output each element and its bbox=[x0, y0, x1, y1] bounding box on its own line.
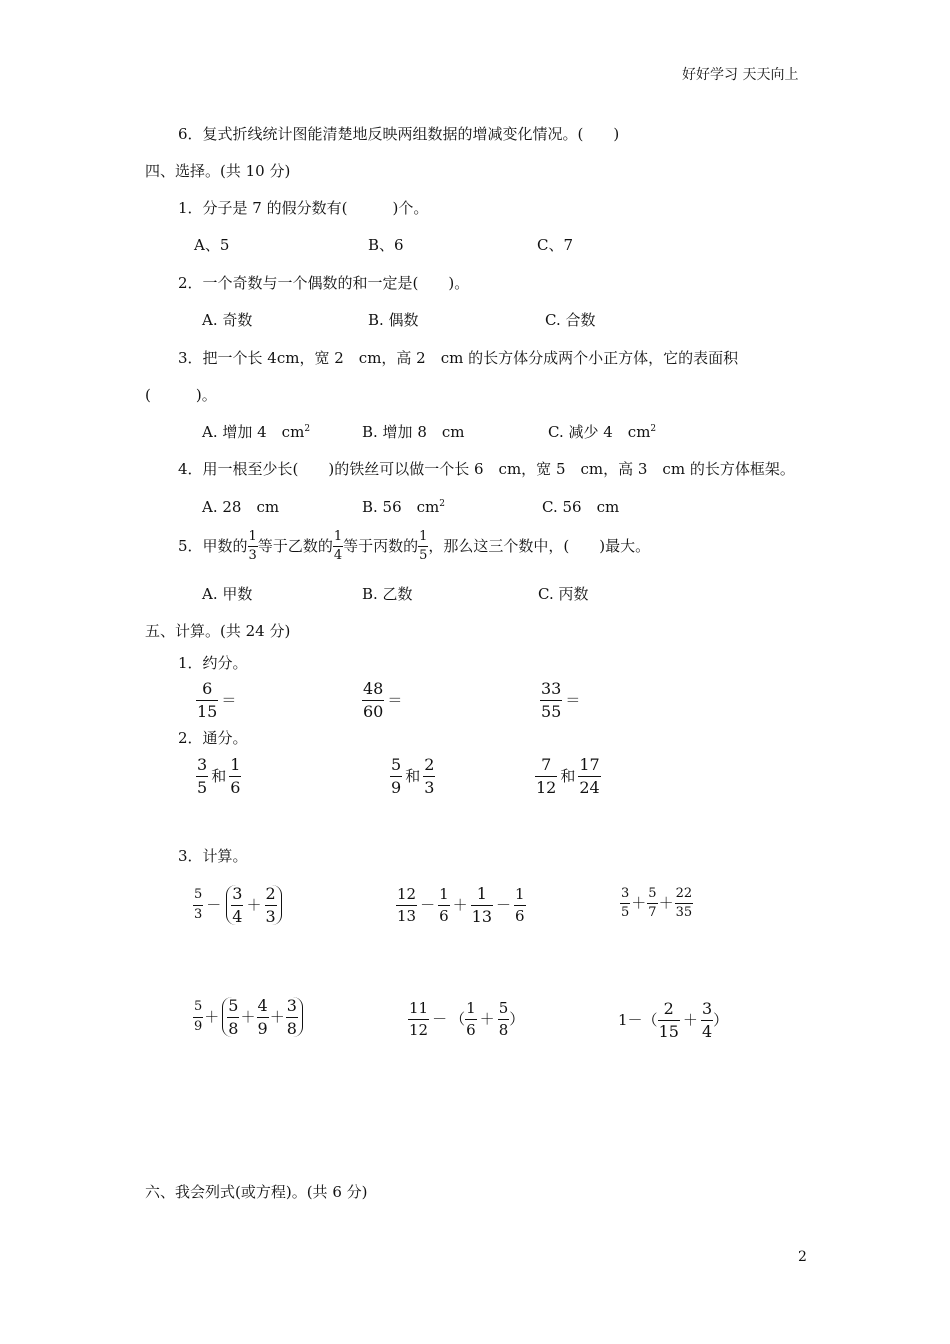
plus-sign: ＋ bbox=[246, 895, 262, 914]
calc-expression-4 bbox=[193, 997, 305, 1037]
right-paren: ） bbox=[509, 1009, 525, 1028]
superscript: 2 bbox=[439, 499, 446, 509]
fraction: 5 7 bbox=[648, 886, 657, 921]
fraction: 1 3 bbox=[248, 529, 257, 564]
fraction: 2 3 bbox=[265, 884, 276, 926]
q3-text-line2: ( )。 bbox=[145, 386, 217, 404]
minus-sign: － bbox=[432, 1009, 448, 1028]
fraction: 5 9 bbox=[391, 755, 402, 797]
plus-sign: ＋ bbox=[452, 895, 468, 914]
equals-sign: ＝ bbox=[387, 690, 403, 709]
plus-sign: ＋ bbox=[682, 1010, 698, 1029]
q5-part: 5．甲数的 bbox=[178, 537, 248, 556]
q5-option-b: B. 乙数 bbox=[362, 585, 413, 603]
plus-sign: ＋ bbox=[204, 1007, 220, 1026]
fraction: 1 4 bbox=[333, 529, 343, 564]
calc-expression-1 bbox=[193, 885, 284, 925]
and-word: 和 bbox=[405, 766, 421, 785]
s2-label: 2．通分。 bbox=[178, 729, 248, 747]
q4-option-b: B. 56 $cm^2$ bbox=[362, 498, 446, 516]
section-6-title: 六、我会列式(或方程)。(共 6 分) bbox=[145, 1183, 368, 1201]
q4-text: 4．用一根至少长( )的铁丝可以做一个长 6 cm，宽 5 cm，高 3 cm 的长方体框架。 bbox=[178, 460, 795, 478]
calc-expression-5 bbox=[408, 1000, 524, 1038]
q3-option-b: B. 增加 8 cm bbox=[362, 423, 465, 441]
superscript: 2 bbox=[650, 424, 657, 434]
fraction: 3 5 bbox=[621, 886, 630, 921]
plus-sign: ＋ bbox=[479, 1009, 495, 1028]
right-paren: ） bbox=[713, 1010, 729, 1029]
reduce-item-2 bbox=[362, 680, 405, 720]
left-paren: （ bbox=[450, 1009, 466, 1028]
fraction: 1 6 bbox=[466, 999, 476, 1039]
q3-option-c: C. 减少 4 $cm^2$ bbox=[548, 423, 657, 441]
fraction: 33 55 bbox=[541, 679, 562, 721]
equals-sign: ＝ bbox=[565, 690, 581, 709]
fraction: 7 12 bbox=[536, 755, 557, 797]
fraction: 5 8 bbox=[228, 996, 239, 1038]
minus-sign: － bbox=[496, 895, 512, 914]
calc-expression-2 bbox=[396, 885, 526, 925]
parenthesis-group bbox=[222, 997, 303, 1037]
fraction: 17 24 bbox=[579, 755, 600, 797]
q1-option-c: C、7 bbox=[537, 236, 574, 254]
page-number: 2 bbox=[798, 1249, 807, 1265]
q1-option-a: A、5 bbox=[194, 236, 230, 254]
fraction: 1 5 bbox=[419, 529, 428, 564]
reduce-item-1 bbox=[196, 680, 239, 720]
common-denom-pair-3 bbox=[535, 756, 601, 796]
and-word: 和 bbox=[211, 766, 227, 785]
calc-expression-3 bbox=[620, 885, 693, 921]
q5-part: 等于丙数的 bbox=[343, 537, 419, 556]
calc-expression-6 bbox=[618, 1000, 728, 1040]
fraction: 1 6 bbox=[515, 885, 525, 925]
fraction: 3 4 bbox=[232, 884, 243, 926]
q3-text-line1: 3．把一个长 4cm，宽 2 cm，高 2 cm 的长方体分成两个小正方体，它的表面积 bbox=[178, 349, 739, 367]
fraction: 5 8 bbox=[498, 999, 509, 1039]
left-paren: （ bbox=[642, 1010, 658, 1029]
fraction: 5 3 bbox=[194, 887, 203, 922]
fraction: 3 5 bbox=[197, 755, 208, 797]
fraction: 3 4 bbox=[701, 999, 713, 1041]
q2-option-b: B. 偶数 bbox=[368, 311, 419, 329]
q4-option-c: C. 56 cm bbox=[542, 498, 620, 516]
q2-option-c: C. 合数 bbox=[545, 311, 596, 329]
q5-part: ，那么这三个数中，( )最大。 bbox=[428, 537, 651, 556]
fraction: 2 15 bbox=[658, 999, 679, 1041]
header-tagline: 好好学习 天天向上 bbox=[682, 67, 799, 83]
s3-label: 3．计算。 bbox=[178, 847, 248, 865]
section-5-title: 五、计算。(共 24 分) bbox=[145, 622, 291, 640]
fraction: 12 13 bbox=[397, 885, 417, 925]
fraction: 1 6 bbox=[230, 755, 241, 797]
common-denom-pair-2 bbox=[390, 756, 435, 796]
q1-option-b: B、6 bbox=[368, 236, 404, 254]
s1-label: 1．约分。 bbox=[178, 654, 248, 672]
fraction: 48 60 bbox=[363, 679, 384, 721]
plus-sign: ＋ bbox=[240, 1007, 256, 1026]
reduce-item-3 bbox=[540, 680, 583, 720]
fraction: 22 35 bbox=[675, 886, 693, 921]
fraction: 4 9 bbox=[257, 996, 268, 1038]
q2-text: 2．一个奇数与一个偶数的和一定是( )。 bbox=[178, 274, 470, 292]
plus-sign: ＋ bbox=[631, 894, 647, 913]
superscript: 2 bbox=[304, 424, 311, 434]
fraction: 1 6 bbox=[439, 885, 449, 925]
q3-option-a: A. 增加 4 $cm^2$ bbox=[202, 423, 311, 441]
q2-option-a: A. 奇数 bbox=[202, 311, 253, 329]
fraction: 3 8 bbox=[286, 996, 297, 1038]
judge-item-6: 6．复式折线统计图能清楚地反映两组数据的增减变化情况。( ) bbox=[178, 125, 620, 143]
equals-sign: ＝ bbox=[221, 690, 237, 709]
fraction: 1 13 bbox=[471, 884, 493, 926]
common-denom-pair-1 bbox=[196, 756, 241, 796]
q4-option-a: A. 28 cm bbox=[202, 498, 280, 516]
fraction: 11 12 bbox=[409, 999, 429, 1039]
q1-text: 1．分子是 7 的假分数有( )个。 bbox=[178, 199, 429, 217]
fraction: 5 9 bbox=[194, 999, 203, 1034]
minus-sign: － bbox=[420, 895, 436, 914]
section-4-title: 四、选择。(共 10 分) bbox=[145, 162, 291, 180]
minus-sign: － bbox=[206, 895, 222, 914]
q5-part: 等于乙数的 bbox=[257, 537, 333, 556]
plus-sign: ＋ bbox=[658, 894, 674, 913]
parenthesis-group bbox=[226, 885, 281, 925]
fraction: 2 3 bbox=[424, 755, 435, 797]
q5-option-c: C. 丙数 bbox=[538, 585, 589, 603]
q5-option-a: A. 甲数 bbox=[202, 585, 253, 603]
q5-text bbox=[178, 530, 650, 564]
fraction: 6 15 bbox=[197, 679, 218, 721]
and-word: 和 bbox=[560, 766, 576, 785]
one-minus: 1－ bbox=[618, 1010, 643, 1029]
plus-sign: ＋ bbox=[269, 1007, 285, 1026]
